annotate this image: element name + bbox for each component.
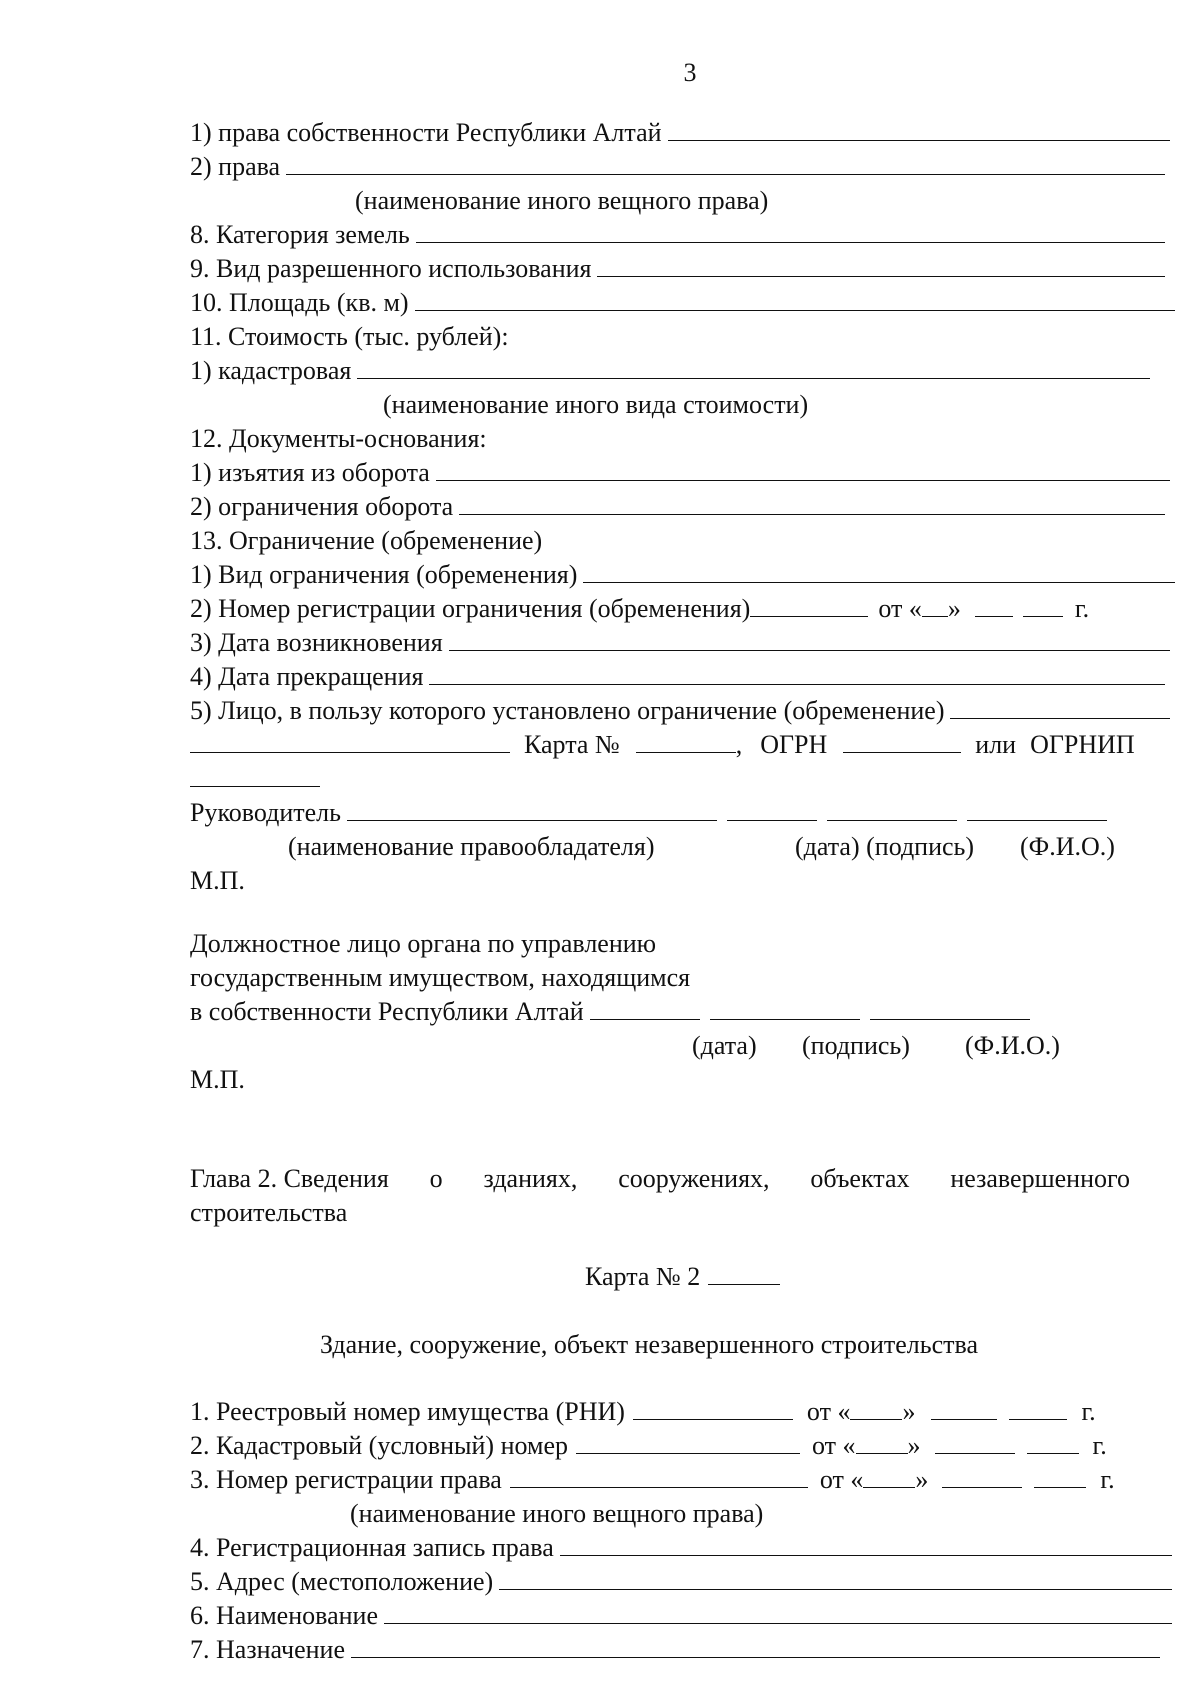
blank-reg-day[interactable] — [863, 1487, 915, 1488]
label-permitted-use: 9. Вид разрешенного использования — [190, 254, 592, 283]
label-from: от « — [812, 1431, 856, 1460]
form-line-right — [190, 150, 1165, 184]
blank-sign-2[interactable] — [710, 1019, 860, 1020]
blank-ownership[interactable] — [668, 140, 1170, 141]
chapter2-word: сооружениях, — [618, 1164, 770, 1193]
note-sign-2: (подпись) — [802, 1031, 910, 1060]
label-enc-reg: 2) Номер регистрации ограничения (обременения) — [190, 594, 751, 623]
official-line-2: государственным имуществом, находящимся — [190, 963, 691, 992]
blank-card-2[interactable] — [708, 1284, 780, 1285]
label-purpose: 7. Назначение — [190, 1635, 345, 1664]
blank-enc-reg-day[interactable] — [922, 616, 948, 617]
form-line-enc-type — [190, 558, 1175, 592]
form-line-land-category — [190, 218, 1165, 252]
form-line-withdrawal — [190, 456, 1170, 490]
label-rni: 1. Реестровый номер имущества (РНИ) — [190, 1397, 625, 1426]
blank-rni-day[interactable] — [850, 1419, 902, 1420]
label-head: Руководитель — [190, 798, 341, 827]
label-reg-no: 3. Номер регистрации права — [190, 1465, 502, 1494]
label-right: 2) права — [190, 152, 281, 181]
label-name: 6. Наименование — [190, 1601, 378, 1630]
blank-enc-reg-month[interactable] — [975, 616, 1013, 617]
blank-enc-person[interactable] — [950, 718, 1170, 719]
label-from: от « — [878, 594, 922, 623]
note-date-2: (дата) — [692, 1031, 757, 1060]
label-reg-record: 4. Регистрационная запись права — [190, 1533, 554, 1562]
form-line-permitted-use — [190, 252, 1165, 286]
form-line-enc-person — [190, 694, 1170, 728]
label-year: г. — [1092, 1431, 1107, 1460]
blank-permitted-use[interactable] — [597, 276, 1165, 277]
blank-rni-month[interactable] — [931, 1419, 997, 1420]
chapter2-word: объектах — [810, 1164, 910, 1193]
blank-enc-start[interactable] — [449, 650, 1170, 651]
form-line-head — [190, 796, 1150, 830]
label-enc-person: 5) Лицо, в пользу которого установлено ограничение (обременение) — [190, 696, 945, 725]
note-fio-1: (Ф.И.О.) — [1020, 832, 1115, 861]
chapter2-word: незавершенного — [950, 1164, 1130, 1193]
blank-cadastral-day[interactable] — [856, 1453, 908, 1454]
chapter2-word: о — [429, 1164, 443, 1193]
blank-sign-1[interactable] — [827, 820, 957, 821]
label-ogrnip: ОГРНИП — [1030, 730, 1135, 759]
cost-header: 11. Стоимость (тыс. рублей): — [190, 322, 509, 351]
label-enc-end: 4) Дата прекращения — [190, 662, 424, 691]
blank-enc-reg-number[interactable] — [750, 616, 868, 617]
blank-reg-no[interactable] — [510, 1487, 808, 1488]
label-year: г. — [1081, 1397, 1096, 1426]
label-ogrn: ОГРН — [760, 730, 828, 759]
label-from: от « — [806, 1397, 851, 1426]
chapter2-word: зданиях, — [483, 1164, 578, 1193]
form-line-official-sign — [190, 995, 1165, 1029]
blank-cadastral-cost[interactable] — [357, 378, 1150, 379]
blank-date-2[interactable] — [590, 1019, 700, 1020]
blank-land-category[interactable] — [416, 242, 1165, 243]
form-line-enc-start — [190, 626, 1170, 660]
label-land-category: 8. Категория земель — [190, 220, 410, 249]
docs-header: 12. Документы-основания: — [190, 424, 487, 453]
form-line-ogrnip — [190, 762, 1200, 796]
page-number: 3 — [683, 58, 697, 87]
blank-ogrnip[interactable] — [190, 786, 320, 787]
note-date-sign-1: (дата) (подпись) — [795, 832, 975, 861]
blank-cadastral-no[interactable] — [576, 1453, 800, 1454]
official-line-3: в собственности Республики Алтай — [190, 997, 584, 1026]
chapter2-title-line1 — [190, 1162, 1130, 1196]
chapter2-word: Глава 2. Сведения — [190, 1164, 389, 1193]
quote-close: » — [947, 594, 961, 623]
label-from: от « — [819, 1465, 864, 1494]
form-line-cadastral-no — [190, 1429, 1190, 1463]
form-line-ownership — [190, 116, 1170, 150]
blank-enc-person-cont[interactable] — [190, 752, 510, 753]
form-line-name — [190, 1599, 1172, 1633]
blank-cadastral-year[interactable] — [1027, 1453, 1079, 1454]
quote-close: » — [915, 1465, 929, 1494]
stamp-1: М.П. — [190, 866, 245, 895]
card-2-heading — [585, 1260, 815, 1294]
blank-date-1[interactable] — [727, 820, 817, 821]
note-other-right: (наименование иного вещного права) — [355, 186, 769, 215]
blank-withdrawal[interactable] — [436, 480, 1170, 481]
blank-card-no[interactable] — [636, 752, 736, 753]
blank-reg-month[interactable] — [942, 1487, 1022, 1488]
blank-holder-name[interactable] — [347, 820, 717, 821]
blank-reg-year[interactable] — [1034, 1487, 1086, 1488]
form-line-card-ogrn — [190, 728, 1200, 762]
label-year: г. — [1074, 594, 1090, 623]
chapter2-title-line2: строительства — [190, 1198, 348, 1227]
blank-ogrn[interactable] — [843, 752, 961, 753]
blank-enc-reg-year[interactable] — [1023, 616, 1063, 617]
quote-close: » — [902, 1397, 916, 1426]
blank-address[interactable] — [499, 1589, 1172, 1590]
label-withdrawal: 1) изъятия из оборота — [190, 458, 430, 487]
label-area: 10. Площадь (кв. м) — [190, 288, 409, 317]
label-year: г. — [1100, 1465, 1115, 1494]
form-line-reg-record — [190, 1531, 1172, 1565]
label-ownership: 1) права собственности Республики Алтай — [190, 118, 662, 147]
blank-cadastral-month[interactable] — [935, 1453, 1015, 1454]
form-line-restriction-turnover — [190, 490, 1165, 524]
form-line-reg-no — [190, 1463, 1190, 1497]
encumbrance-header: 13. Ограничение (обременение) — [190, 526, 543, 555]
form-line-address — [190, 1565, 1172, 1599]
label-restriction-turnover: 2) ограничения оборота — [190, 492, 454, 521]
form-line-enc-end — [190, 660, 1165, 694]
note-other-right-2: (наименование иного вещного права) — [350, 1499, 764, 1528]
blank-rni-year[interactable] — [1009, 1419, 1067, 1420]
blank-area[interactable] — [415, 310, 1175, 311]
form-line-enc-reg — [190, 592, 1200, 626]
form-line-rni — [190, 1395, 1190, 1429]
note-holder-name: (наименование правообладателя) — [288, 832, 655, 861]
form-line-cadastral-cost — [190, 354, 1150, 388]
quote-close: » — [907, 1431, 921, 1460]
card-2-subtitle: Здание, сооружение, объект незавершенного строительства — [320, 1330, 979, 1359]
blank-reg-record[interactable] — [560, 1555, 1172, 1556]
blank-rni[interactable] — [633, 1419, 793, 1420]
label-enc-type: 1) Вид ограничения (обременения) — [190, 560, 578, 589]
blank-name[interactable] — [384, 1623, 1172, 1624]
form-line-area — [190, 286, 1175, 320]
card-2-label: Карта № 2 — [585, 1262, 701, 1291]
blank-fio-1[interactable] — [967, 820, 1107, 821]
blank-purpose[interactable] — [351, 1657, 1160, 1658]
note-other-cost: (наименование иного вида стоимости) — [383, 390, 809, 419]
label-enc-start: 3) Дата возникновения — [190, 628, 443, 657]
label-address: 5. Адрес (местоположение) — [190, 1567, 494, 1596]
label-or: или — [975, 730, 1017, 759]
official-line-1: Должностное лицо органа по управлению — [190, 929, 657, 958]
label-cadastral-no: 2. Кадастровый (условный) номер — [190, 1431, 569, 1460]
note-fio-2: (Ф.И.О.) — [965, 1031, 1060, 1060]
blank-restriction-turnover[interactable] — [459, 514, 1165, 515]
blank-enc-end[interactable] — [429, 684, 1165, 685]
comma: , — [735, 730, 743, 759]
label-cadastral-cost: 1) кадастровая — [190, 356, 352, 385]
blank-fio-2[interactable] — [870, 1019, 1030, 1020]
label-card-no: Карта № — [524, 730, 620, 759]
blank-right[interactable] — [286, 174, 1165, 175]
form-line-purpose — [190, 1633, 1160, 1667]
stamp-2: М.П. — [190, 1065, 245, 1094]
blank-enc-type[interactable] — [583, 582, 1175, 583]
